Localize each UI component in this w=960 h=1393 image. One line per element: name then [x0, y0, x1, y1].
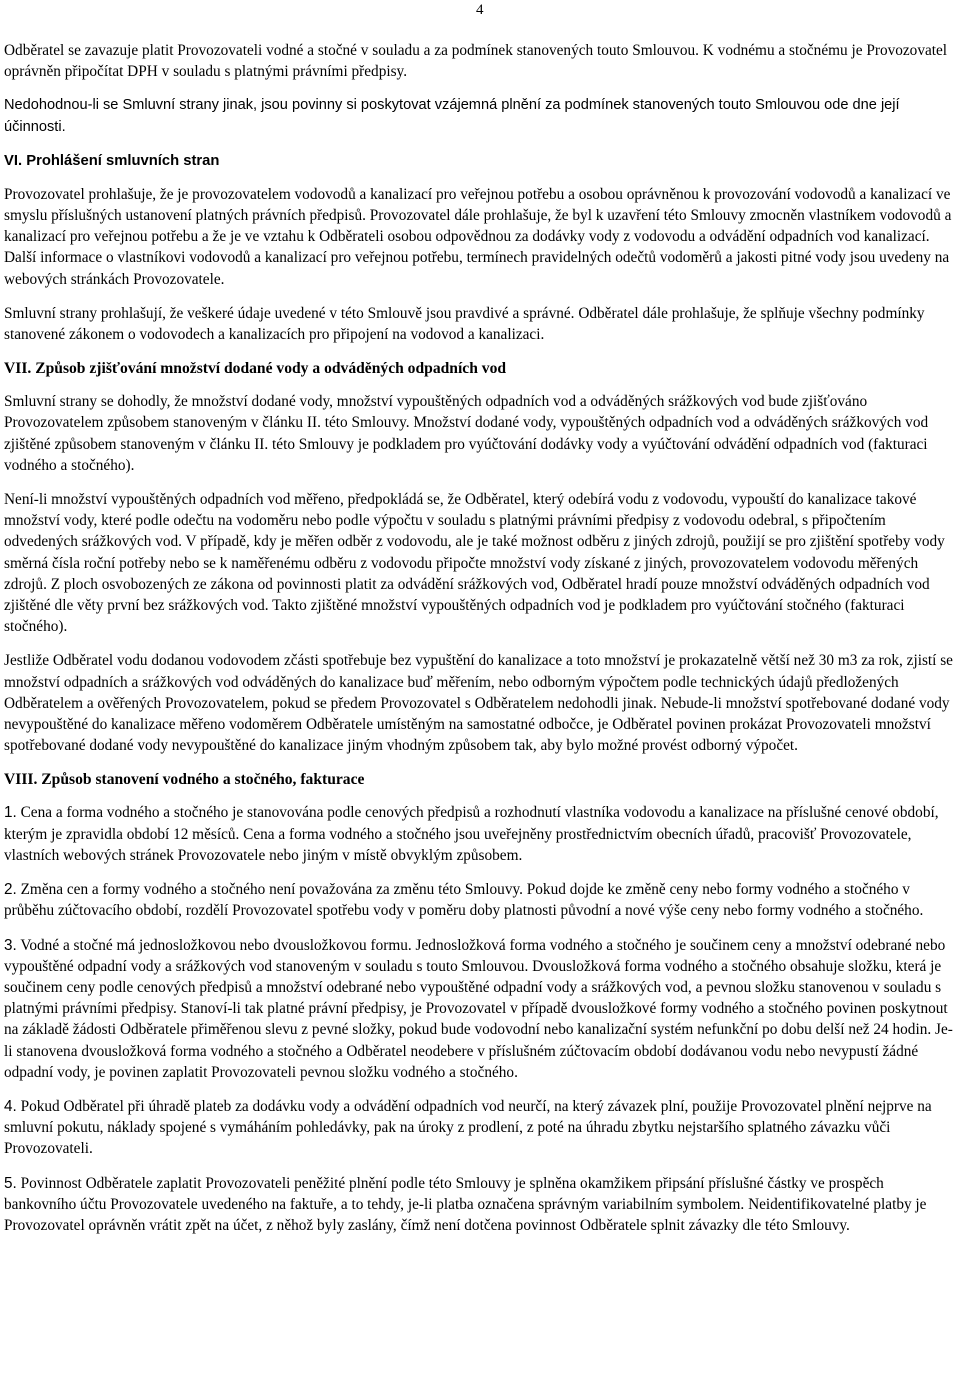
document-body: [4, 40, 956, 1249]
page-number: 4: [476, 2, 484, 18]
item-number: 5.: [4, 1174, 17, 1192]
section-7-paragraph-3: Jestliže Odběratel vodu dodanou vodovodem zčásti spotřebuje bez vypuštění do kanalizace a toto množství je prokazatelně větší než 30 m3 za rok, zjistí se množství odpadních a srážkových vod odváděných do kanalizace buď měřením, nebo odborným výpočtem podle technických údajů předložených Odběratelem a ověřených Provozovatelem, pokud se předem Provozovatel s Odběratelem nedohodli jinak. Nebude-li množství spotřebované dodané vody nevypouštěné do kanalizace měřeno vodoměrem Odběratele umístěným na samostatné odbočce, je Odběratel povinen prokázat Provozovateli množství spotřebované dodané vody nevypouštěné do kanalizace jiným vhodným způsobem tak, aby bylo možné provést odborný výpočet.: [4, 652, 953, 755]
section-8-item-5: [4, 1173, 956, 1237]
item-number: 3.: [4, 936, 17, 954]
section-7-paragraph-2: Není-li množství vypouštěných odpadních vod měřeno, předpokládá se, že Odběratel, který odebírá vodu z vodovodu, vypouští do kanalizace takové množství vody, které podle odečtu na vodoměru nebo podle výpočtu v souladu s platnými právními předpisy z vodovodu odebral, s připočtením odvedených srážkových vod. V případě, kdy je měřen odběr z vodovodu, ale je také možnost odběru z jiných zdrojů, použijí se pro zjištění spotřeby vody směrná čísla roční potřeby nebo se k naměřenému odběru z vodovodu připočte množství vody získané z jiných, provozovatelem vodovodu měřených zdrojů. Z ploch osvobozených ze zákona od povinnosti platit za odvádění srážkových vod, Odběratel hradí pouze množství odváděných odpadních vod zjištěné dle věty první bez srážkových vod. Takto zjištěné množství vypouštěných odpadních vod je podkladem pro vyúčtování stočného (fakturaci stočného).: [4, 491, 945, 636]
section-8-item-2: [4, 879, 956, 921]
intro-paragraph-2: Nedohodnou-li se Smluvní strany jinak, jsou povinny si poskytovat vzájemná plnění za podmínek stanovených touto Smlouvou ode dne její účinnosti.: [4, 97, 900, 135]
section-6-paragraph-1: Provozovatel prohlašuje, že je provozovatelem vodovodů a kanalizací pro veřejnou potřebu a osobou oprávněnou k provozování vodovodů a kanalizací ve smyslu příslušných ustanovení platných právních předpisů. Provozovatel dále prohlašuje, že byl k uzavření této Smlouvy zmocněn vlastníkem vodovodů a kanalizací pro veřejnou potřebu a že je ve vztahu k Odběrateli osobou odpovědnou za dodávky vody z vodovodu a odvádění odpadních vod kanalizací. Další informace o vlastníkovi vodovodů a kanalizací pro veřejnou potřebu, termínech pravidelných odečtů vodoměrů a jakosti pitné vody jsou uvedeny na webových stránkách Provozovatele.: [4, 185, 952, 288]
section-8-item-1: [4, 802, 956, 866]
section-7-paragraph-1: Smluvní strany se dohodly, že množství dodané vody, množství vypouštěných odpadních vod a odváděných srážkových vod bude zjišťováno Provozovatelem způsobem stanoveným v článku II. této Smlouvy. Množství dodané vody, vypouštěných odpadních vod a odváděných srážkových vod zjištěné způsobem stanoveným v článku II. této Smlouvy je podkladem pro vyúčtování dodávky vody a vyúčtování odvádění odpadních vod (fakturaci vodného a stočného).: [4, 393, 929, 474]
item-number: 4.: [4, 1097, 17, 1115]
section-8-heading: VIII. Způsob stanovení vodného a stočného, fakturace: [4, 771, 365, 789]
section-8-item-4: [4, 1096, 956, 1160]
item-text: Pokud Odběratel při úhradě plateb za dodávku vody a odvádění odpadních vod neurčí, na který závazek plní, použije Provozovatel plnění nejprve na smluvní pokutu, náklady spojené s vymáháním pohledávky, pak na úroky z prodlení, z poté na úhradu zbytku nejstaršího splatného závazku vůči Provozovateli.: [4, 1097, 932, 1158]
section-6-heading: VI. Prohlášení smluvních stran: [4, 152, 220, 169]
intro-paragraph-1: Odběratel se zavazuje platit Provozovateli vodné a stočné v souladu a za podmínek stanovených touto Smlouvou. K vodnému a stočnému je Provozovatel oprávněn připočítat DPH v souladu s platnými právními předpisy.: [4, 42, 948, 81]
item-number: 2.: [4, 881, 17, 899]
item-text: Vodné a stočné má jednosložkovou nebo dvousložkovou formu. Jednosložková forma vodného a stočného je součinem ceny a množství odebrané nebo vypouštěné odpadní vody a srážkových vod stanoveným v souladu s touto Smlouvou. Dvousložková forma vodného a stočného obsahuje složku, která je součinem ceny podle cenových předpisů a množství odebrané nebo vypouštěné odpadní vody a srážkových vod, a pevnou složku stanovenou v souladu s platnými právními předpisy. Stanoví-li tak platné právní předpisy, je Provozovatel v případě dvousložkové formy vodného a stočného povinen poskytnout na základě žádosti Odběratele přiměřenou slevu z pevné složky, pokud bude vodovodní nebo kanalizační systém nefunkční po dobu delší než 24 hodin. Je-li stanovena dvousložková forma vodného a stočného a Odběratel neodebere v příslušném zúčtovacím období dodávanou vodu nebo nevypustí žádné odpadní vody, je povinen zaplatit Provozovateli pevnou složku vodného a stočného.: [4, 936, 953, 1081]
section-7-heading: VII. Způsob zjišťování množství dodané vody a odváděných odpadních vod: [4, 360, 507, 378]
section-8-item-3: [4, 935, 956, 1083]
item-text: Cena a forma vodného a stočného je stanovována podle cenových předpisů a rozhodnutí vlastníka vodovodu a kanalizace na příslušné cenové období, kterým je zpravidla období 12 měsíců. Cena a forma vodného a stočného jsou uveřejněny prostřednictvím obecních úřadů, pracovišť Provozovatele, vlastních webových stránek Provozovatele nebo jiným v místě obvyklým způsobem.: [4, 804, 939, 864]
item-text: Povinnost Odběratele zaplatit Provozovateli peněžité plnění podle této Smlouvy je splněna okamžikem připsání příslušné částky ve prospěch bankovního účtu Provozovatele uvedeného na faktuře, a to tehdy, je-li platba označena správným variabilním symbolem. Neidentifikovatelné platby je Provozovatel oprávněn vrátit zpět na účet, z něhož byly zaslány, čímž není dotčena povinnost Odběratele splnit závazky dle této Smlouvy.: [4, 1174, 927, 1234]
item-number: 1.: [4, 804, 17, 822]
section-6-paragraph-2: Smluvní strany prohlašují, že veškeré údaje uvedené v této Smlouvě jsou pravdivé a správné. Odběratel dále prohlašuje, že splňuje všechny podmínky stanovené zákonem o vodovodech a kanalizacích pro připojení na vodovod a kanalizaci.: [4, 304, 925, 344]
item-text: Změna cen a formy vodného a stočného není považována za změnu této Smlouvy. Pokud dojde ke změně ceny nebo formy vodného a stočného v průběhu zúčtovacího období, rozdělí Provozovatel spotřebu vody v poměru doby platnosti původní a nové výše ceny nebo formy vodného a stočného.: [4, 881, 924, 920]
